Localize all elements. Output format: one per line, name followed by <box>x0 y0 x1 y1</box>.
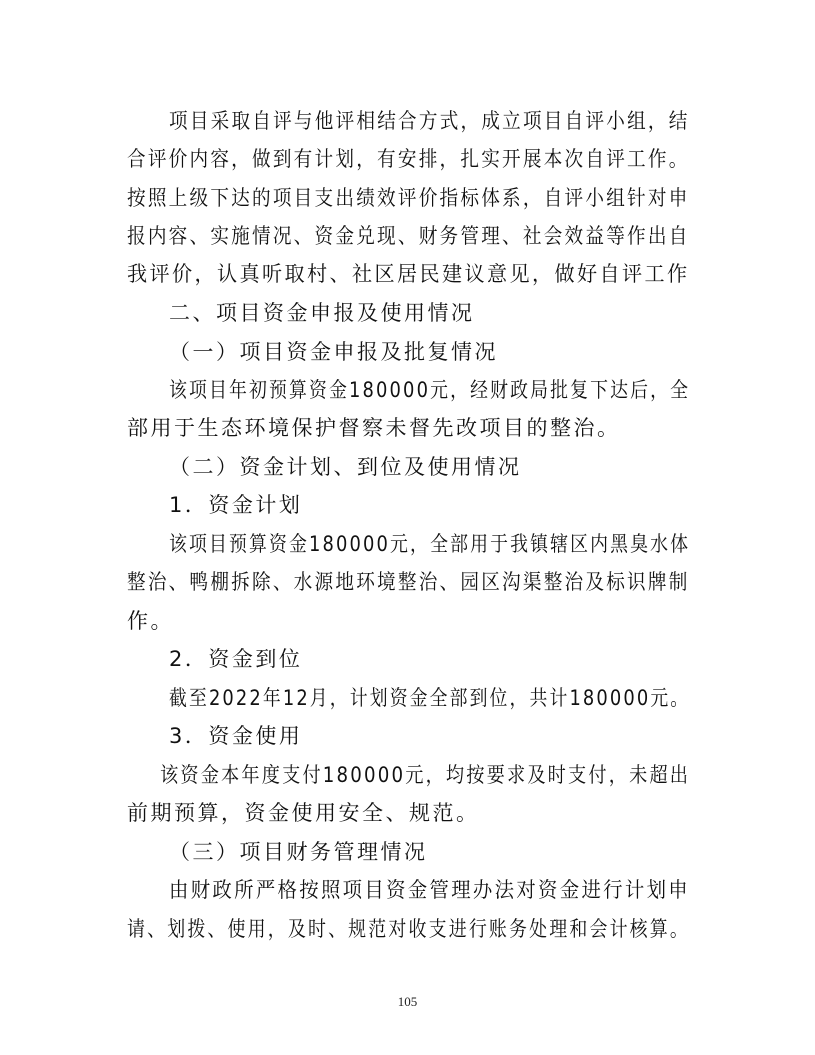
text-line: （一）项目资金申报及批复情况 <box>169 340 498 364</box>
text-line: 合评价内容，做到有计划，有安排，扎实开展本次自评工作。 <box>127 147 690 171</box>
text-line: 按照上级下达的项目支出绩效评价指标体系，自评小组针对申 <box>127 186 690 210</box>
text-line: 前期预算，资金使用安全、规范。 <box>127 801 480 825</box>
text-line: 3．资金使用 <box>169 724 303 748</box>
text-line: 由财政所严格按照项目资金管理办法对资金进行计划申 <box>169 878 690 902</box>
text-line: 整治、鸭棚拆除、水源地环境整治、园区沟渠整治及标识牌制 <box>127 570 690 594</box>
text-line: 截至2022年12月，计划资金全部到位，共计180000元。 <box>169 686 691 710</box>
text-line: 作。 <box>127 609 174 633</box>
text-line: 二、项目资金申报及使用情况 <box>169 301 475 325</box>
text-line: 1．资金计划 <box>169 493 303 517</box>
page-number: 105 <box>397 994 418 1009</box>
text-line: 项目采取自评与他评相结合方式，成立项目自评小组，结 <box>169 109 690 133</box>
text-line: 部用于生态环境保护督察未督先改项目的整治。 <box>127 416 621 440</box>
text-line: 该项目预算资金180000元，全部用于我镇辖区内黑臭水体 <box>169 532 691 556</box>
text-line: 报内容、实施情况、资金兑现、财务管理、社会效益等作出自 <box>127 224 690 248</box>
text-line: 该项目年初预算资金180000元，经财政局批复下达后，全 <box>169 378 691 402</box>
text-line: 2．资金到位 <box>169 647 303 671</box>
text-line: （二）资金计划、到位及使用情况 <box>169 455 522 479</box>
text-line: 该资金本年度支付180000元，均按要求及时支付，未超出 <box>160 763 691 787</box>
text-line: 请、划拨、使用，及时、规范对收支进行账务处理和会计核算。 <box>127 917 690 941</box>
text-line: （三）项目财务管理情况 <box>169 840 428 864</box>
text-line: 我评价，认真听取村、社区居民建议意见，做好自评工作 <box>127 262 690 286</box>
